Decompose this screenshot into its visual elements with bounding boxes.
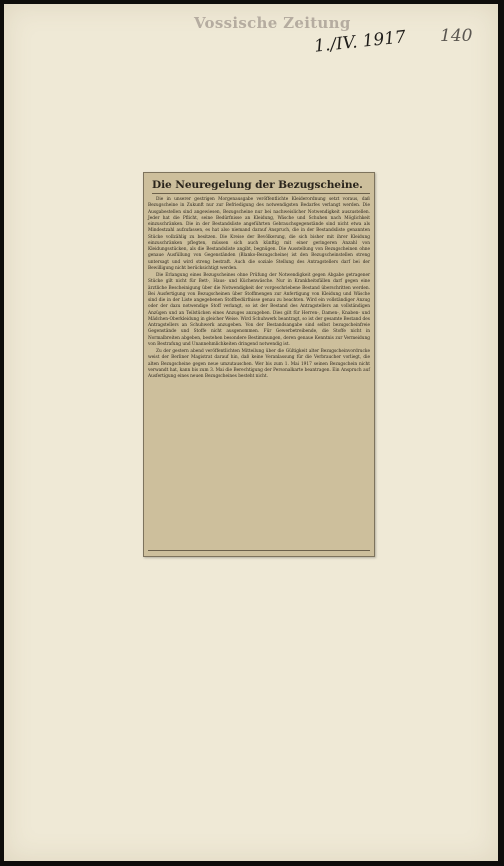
newspaper-stamp: Vossische Zeitung	[194, 14, 351, 32]
article-paragraph-3: Zu der gestern abend veröffentlichten Mitteilung über die Gültigkeit alter Bezugscheinvordrucke weist der Berliner Magistrat darauf hin, daß keine Veranlassung für die Verbraucher vorliegt, die alten Bezugscheine gegen neue umzutauschen. Wer bis zum 1. Mai 1917 seinen Bezugschein nicht verwandt hat, kann bis zum 3. Mai die Berechtigung der Personalkarte beantragen. Ein Anspruch auf Ausfertigung eines neuen Bezugscheines besteht nicht.	[148, 349, 370, 379]
article-paragraph-1: Die in unserer gestrigen Morgenausgabe veröffentlichte Kleiderordnung setzt voraus, daß Bezugscheine in Zukunft nur zur Befriedigung des notwendigsten Bedarfes verlangt werden. Die Ausgabestellen sind angewiesen, Bezugscheine nur bei nachweislicher Notwendigkeit auszustellen. Jeder hat die Pflicht, seine Bedürfnisse an Kleidung, Wäsche und Schuhen nach Möglichkeit einzuschränken. Die in der Bestandsliste angeführten Gebrauchsgegenstände sind nicht etwa als Mindestzahl aufzufassen, es hat also niemand darauf Anspruch, die in der Bestandsliste genannten Stücke vollzählig zu besitzen. Die Kreise der Bevölkerung, die sich bisher mit ihrer Kleidung einzuschränken pflegten, müssen sich auch künftig mit einer geringeren Anzahl von Kleidungsstücken, als die Bestandsliste angibt, begnügen. Die Ausstellung von Bezugscheinen ohne genaue Ausfüllung von Gegenständen (Blanko-Bezugscheine) ist den Bezugscheinstellen streng untersagt und wird streng bestraft. Auch die soziale Stellung des Antragstellers darf bei der Bewilligung nicht berücksichtigt werden.	[148, 197, 370, 271]
article-paragraph-2: Die Erlangung eines Bezugscheines ohne Prüfung der Notwendigkeit gegen Abgabe getragener Stücke gilt nicht für Bett-, Haus- und Küchenwäsche. Nur in Krankheitsfällen darf gegen eine ärztliche Bescheinigung über die Notwendigkeit der vorgeschriebene Bestand überschritten werden. Bei Ausfertigung von Bezugscheinen über Stoffmengen zur Anfertigung von Kleidung und Wäsche sind die in der Liste angegebenen Stoffbedürfnisse genau zu beachten. Wird ein vollständiger Anzug oder der dazu notwendige Stoff verlangt, so ist der Bestand des Antragstellers an vollständigen Anzügen und an Teilstücken eines Anzuges anzugeben. Dies gilt für Herren-, Damen-, Knaben- und Mädchen-Oberkleidung in gleicher Weise. Wird Schuhwerk beantragt, so ist der gesamte Bestand des Antragstellers an Schuhwerk anzugeben. Von der Bestandsangabe sind selbst bezugscheinfreie Gegenstände und Stoffe nicht ausgenommen. Für Gewerbetreibende, die Stoffe nicht in Normalbreiten abgeben, bestehen besondere Bestimmungen, deren genaue Kenntnis zur Vermeidung von Bestrafung und Unannehmlichkeiten dringend notwendig ist.	[148, 273, 370, 347]
article-title: Die Neuregelung der Bezugscheine.	[152, 179, 370, 194]
handwritten-date: 1./IV. 1917	[313, 27, 407, 57]
handwritten-number: 140	[440, 26, 473, 46]
newspaper-clipping	[143, 172, 375, 557]
clipping-bottom-rule	[148, 550, 370, 551]
